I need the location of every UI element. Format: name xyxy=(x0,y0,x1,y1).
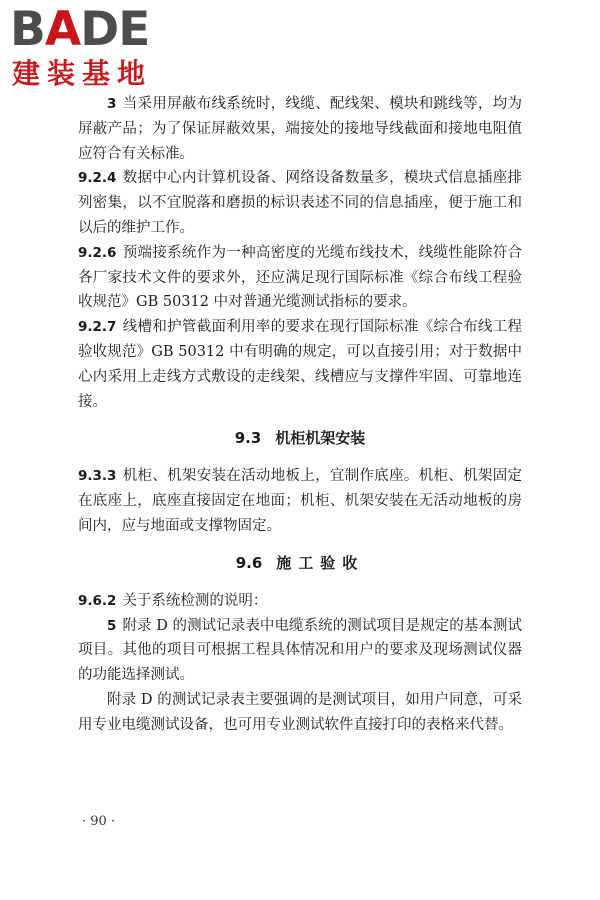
section-heading-9-3: 9.3 机柜机架安装 xyxy=(234,429,366,448)
brand-logo xyxy=(10,4,180,92)
clause-9-2-6: 9.2.6 预端接系统作为一种高密度的光缆布线技术，线缆性能除符合各厂家技术文件的要求外，还应满足现行国际标准《综合布线工程验收规范》GB 50312 中对普通光缆测试指标的要求。 xyxy=(78,244,522,311)
logo-chinese-text: 建装基地 xyxy=(12,57,153,90)
clause-9-2-4: 9.2.4 数据中心内计算机设备、网络设备数量多，模块式信息插座排列密集，以不宜脱落和磨损的标识表述不同的信息插座，便于施工和以后的维护工作。 xyxy=(78,170,522,236)
document-body xyxy=(78,92,522,738)
clause-9-6-2: 9.6.2 关于系统检测的说明： xyxy=(78,592,268,609)
paragraph-item-3: 3 当采用屏蔽布线系统时，线缆、配线架、模块和跳线等，均为屏蔽产品；为了保证屏蔽效果，端接处的接地导线截面和接地电阻值应符合有关标准。 xyxy=(78,96,522,162)
clause-9-2-7: 9.2.7 线槽和护管截面利用率的要求在现行国际标准《综合布线工程验收规范》GB 50312 中有明确的规定，可以直接引用；对于数据中心内采用上走线方式敷设的走线架、线槽应与支撑件牢固、可靠地连接。 xyxy=(78,319,522,410)
section-heading-9-6: 9.6 施工验收 xyxy=(235,553,365,572)
paragraph-note: 附录 D 的测试记录表主要强调的是测试项目，如用户同意，可采用专业电缆测试设备，也可用专业测试软件直接打印的表格来代替。 xyxy=(78,691,522,733)
paragraph-item-5: 5 附录 D 的测试记录表中电缆系统的测试项目是规定的基本测试项目。其他的项目可根据工程具体情况和用户的要求及现场测试仪器的功能选择测试。 xyxy=(78,617,522,684)
clause-9-3-3: 9.3.3 机柜、机架安装在活动地板上，宜制作底座。机柜、机架固定在底座上，底座直接固定在地面；机柜、机架安装在无活动地板的房间内，应与地面或支撑物固定。 xyxy=(78,468,522,534)
logo-wordmark: BADE xyxy=(10,2,150,57)
page-number: · 90 · xyxy=(82,814,116,829)
